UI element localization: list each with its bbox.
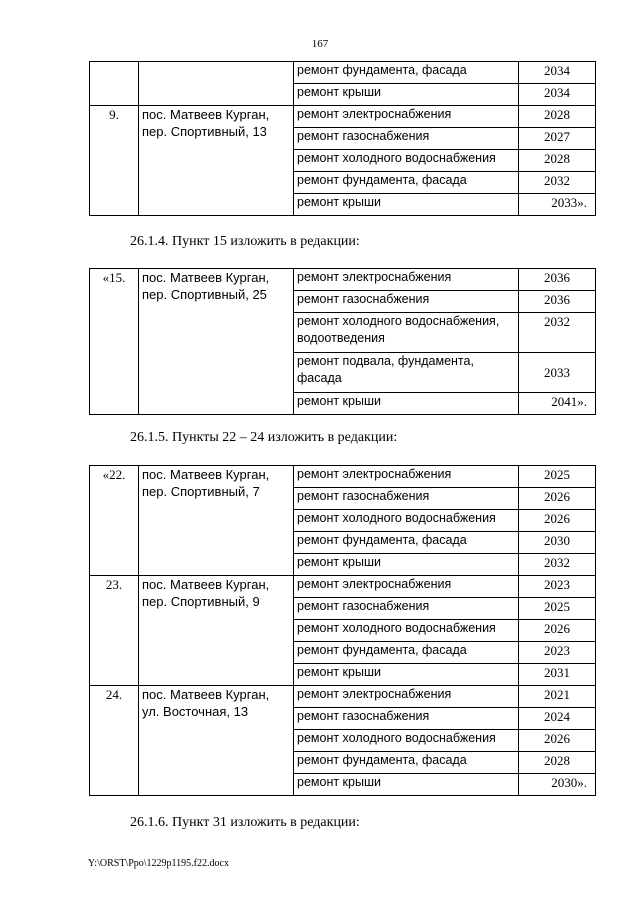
work-type: ремонт крыши xyxy=(294,84,519,106)
work-type: ремонт крыши xyxy=(294,774,519,796)
work-type: ремонт фундамента, фасада xyxy=(294,532,519,554)
work-year: 2032 xyxy=(519,172,596,194)
table-row xyxy=(90,269,596,291)
file-path-footer: Y:\ORST\Ppo\1229p1195.f22.docx xyxy=(88,858,229,869)
work-year: 2028 xyxy=(519,752,596,774)
work-year: 2026 xyxy=(519,488,596,510)
work-year: 2034 xyxy=(519,62,596,84)
item-address: пос. Матвеев Курган, пер. Спортивный, 25 xyxy=(139,269,294,415)
work-year: 2041». xyxy=(519,393,596,415)
work-type: ремонт газоснабжения xyxy=(294,708,519,730)
work-year: 2028 xyxy=(519,150,596,172)
work-year: 2036 xyxy=(519,269,596,291)
work-year: 2032 xyxy=(519,313,596,353)
item-number: «22. xyxy=(90,466,139,576)
work-year: 2032 xyxy=(519,554,596,576)
work-type: ремонт газоснабжения xyxy=(294,128,519,150)
work-type: ремонт электроснабжения xyxy=(294,269,519,291)
work-type: ремонт фундамента, фасада xyxy=(294,752,519,774)
item-number: 24. xyxy=(90,686,139,796)
work-type: ремонт газоснабжения xyxy=(294,488,519,510)
work-year: 2026 xyxy=(519,510,596,532)
work-year: 2036 xyxy=(519,291,596,313)
table-item-15 xyxy=(89,268,596,415)
work-type: ремонт фундамента, фасада xyxy=(294,172,519,194)
table-row xyxy=(90,576,596,598)
work-type: ремонт крыши xyxy=(294,393,519,415)
work-year: 2033». xyxy=(519,194,596,216)
item-number: 9. xyxy=(90,106,139,216)
work-year: 2027 xyxy=(519,128,596,150)
work-type: ремонт электроснабжения xyxy=(294,466,519,488)
item-number: «15. xyxy=(90,269,139,415)
section-heading: 26.1.5. Пункты 22 – 24 изложить в редакции: xyxy=(130,430,398,445)
work-type: ремонт электроснабжения xyxy=(294,106,519,128)
work-year: 2030». xyxy=(519,774,596,796)
item-address: пос. Матвеев Курган, пер. Спортивный, 7 xyxy=(139,466,294,576)
work-type: ремонт крыши xyxy=(294,664,519,686)
work-year: 2026 xyxy=(519,620,596,642)
work-type: ремонт фундамента, фасада xyxy=(294,62,519,84)
work-type: ремонт холодного водоснабжения xyxy=(294,150,519,172)
table-row xyxy=(90,106,596,128)
work-type: ремонт холодного водоснабжения xyxy=(294,730,519,752)
table-row xyxy=(90,62,596,84)
work-year: 2023 xyxy=(519,642,596,664)
work-type: ремонт фундамента, фасада xyxy=(294,642,519,664)
work-type: ремонт крыши xyxy=(294,194,519,216)
work-type: ремонт подвала, фундамента, фасада xyxy=(294,353,519,393)
work-type: ремонт электроснабжения xyxy=(294,686,519,708)
work-type: ремонт газоснабжения xyxy=(294,291,519,313)
table-row xyxy=(90,686,596,708)
work-year: 2026 xyxy=(519,730,596,752)
item-number: 23. xyxy=(90,576,139,686)
item-address xyxy=(139,62,294,106)
work-year: 2028 xyxy=(519,106,596,128)
item-address: пос. Матвеев Курган, пер. Спортивный, 9 xyxy=(139,576,294,686)
item-number xyxy=(90,62,139,106)
work-type: ремонт крыши xyxy=(294,554,519,576)
table-items-22-24 xyxy=(89,465,596,796)
work-year: 2034 xyxy=(519,84,596,106)
item-address: пос. Матвеев Курган, ул. Восточная, 13 xyxy=(139,686,294,796)
work-type: ремонт холодного водоснабжения xyxy=(294,620,519,642)
work-year: 2025 xyxy=(519,598,596,620)
section-heading: 26.1.4. Пункт 15 изложить в редакции: xyxy=(130,234,360,249)
table-continuation xyxy=(89,61,596,216)
work-year: 2033 xyxy=(519,353,596,393)
work-type: ремонт электроснабжения xyxy=(294,576,519,598)
work-year: 2023 xyxy=(519,576,596,598)
work-year: 2021 xyxy=(519,686,596,708)
item-address: пос. Матвеев Курган, пер. Спортивный, 13 xyxy=(139,106,294,216)
work-type: ремонт газоснабжения xyxy=(294,598,519,620)
table-row xyxy=(90,466,596,488)
section-heading: 26.1.6. Пункт 31 изложить в редакции: xyxy=(130,815,360,830)
work-year: 2031 xyxy=(519,664,596,686)
work-year: 2025 xyxy=(519,466,596,488)
work-year: 2030 xyxy=(519,532,596,554)
work-type: ремонт холодного водоснабжения, водоотведения xyxy=(294,313,519,353)
work-year: 2024 xyxy=(519,708,596,730)
page-number: 167 xyxy=(311,38,329,50)
work-type: ремонт холодного водоснабжения xyxy=(294,510,519,532)
